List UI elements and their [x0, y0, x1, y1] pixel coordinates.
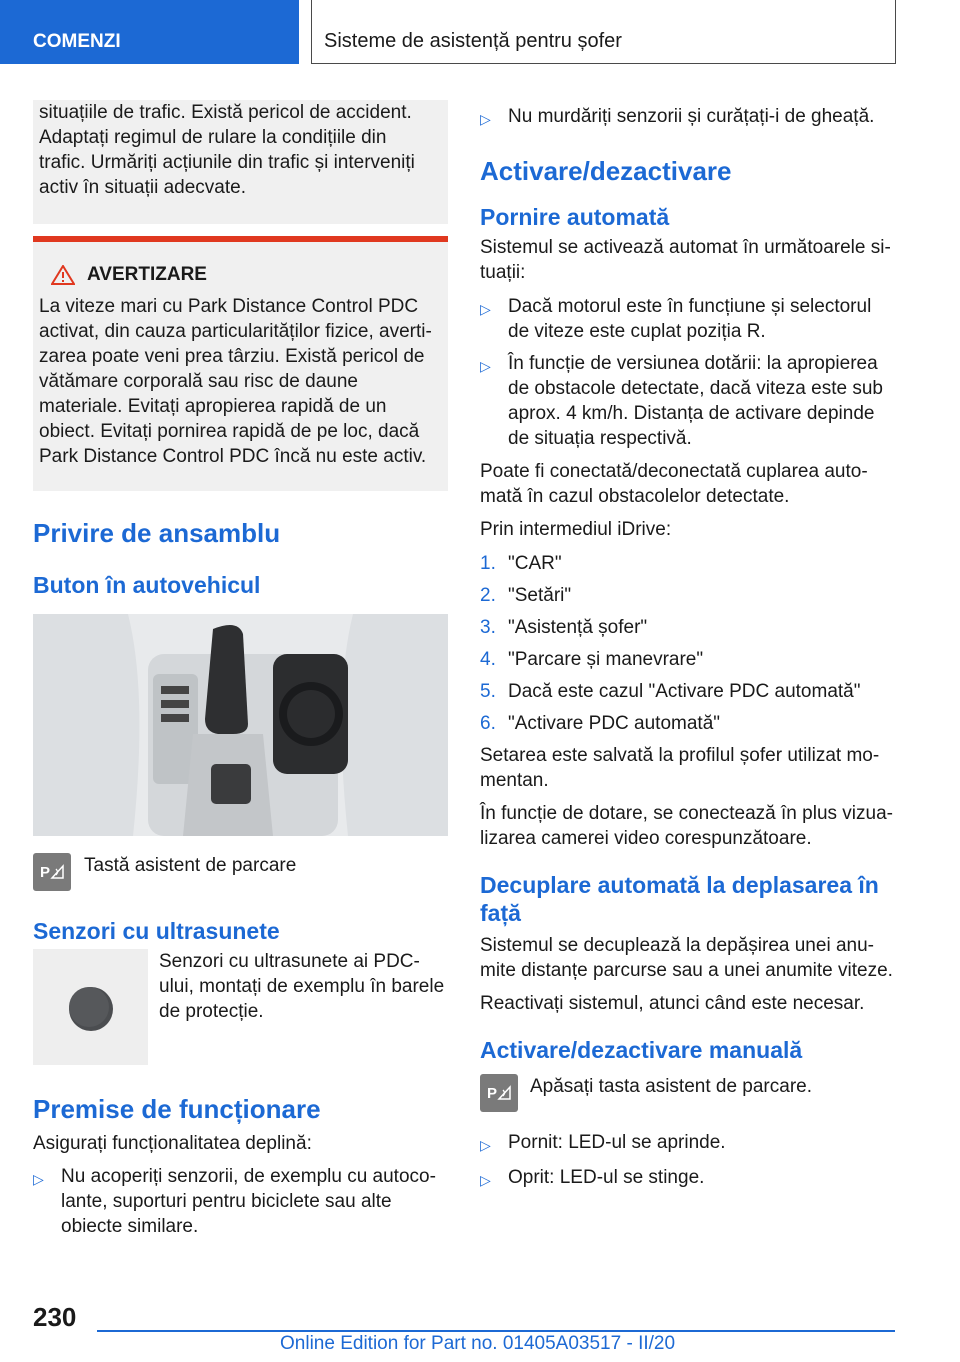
- step-number: 4.: [480, 649, 496, 670]
- step-text: "Parcare și manevrare": [508, 649, 704, 670]
- camera-text: În funcție de dotare, se conectează în plus vizua-lizarea camerei video corespunzătoare.: [480, 803, 893, 849]
- warning-text: La viteze mari cu Park Distance Control PDC activat, din cauza particularităților fizice, averti-zarea poate veni prea târziu. Există pericol de vătămare corporală sau risc de daune materiale. Evitați apropierea rapidă de un obiect. Evitați pornirea rapidă de pe loc, dacă Park Distance Control PDC încă nu este activ.: [39, 296, 432, 467]
- saved-text: Setarea este salvată la profilul șofer utilizat mo-mentan.: [480, 745, 880, 791]
- sensor-image: [33, 949, 148, 1065]
- sensor-clean-bullet: [480, 104, 895, 132]
- chapter-title: Sisteme de asistență pentru șofer: [324, 30, 622, 52]
- park-assist-icon: [33, 853, 71, 891]
- premise-bullet-text: Nu acoperiți senzorii, de exemplu cu autoco-lante, suporturi pentru biciclete sau alte obiecte similare.: [61, 1166, 436, 1237]
- premise-text: Asigurați funcționalitatea deplină:: [33, 1133, 312, 1154]
- step-6: [480, 711, 895, 736]
- reactivate-text: Reactivați sistemul, atunci când este necesar.: [480, 993, 865, 1014]
- manual-text: Apăsați tasta asistent de parcare.: [530, 1076, 812, 1097]
- intro-box: [33, 100, 448, 224]
- bullet-triangle-icon: ▷: [480, 1137, 491, 1153]
- gear-console-image: [33, 614, 448, 836]
- step-4: [480, 647, 895, 672]
- step-text: "Activare PDC automată": [508, 713, 721, 734]
- warning-header: [51, 264, 438, 286]
- sensor-icon: [63, 979, 119, 1035]
- step-3: [480, 615, 895, 640]
- bullet-triangle-icon: ▷: [480, 301, 491, 317]
- right-column: [480, 100, 895, 1193]
- connect-text: Poate fi conectată/deconectată cuplarea auto-mată în cazul obstacolelor detectate.: [480, 461, 868, 507]
- auto-bullet-2-text: În funcție de versiunea dotării: la apropierea de obstacole detectate, dacă viteza este sub aprox. 4 km/h. Distanța de activare depinde de situația respectivă.: [508, 353, 883, 449]
- step-text: "Setări": [508, 585, 572, 606]
- manual-bullet-on-text: Pornit: LED-ul se aprinde.: [508, 1132, 726, 1153]
- step-text: "CAR": [508, 553, 562, 574]
- overview-heading: Privire de ansamblu: [33, 518, 281, 548]
- bullet-triangle-icon: ▷: [480, 358, 491, 374]
- manual-bullet-on: [480, 1130, 895, 1158]
- warning-title: AVERTIZARE: [87, 264, 207, 285]
- decouple-heading: Decuplare automată la deplasarea în față: [480, 872, 879, 926]
- sensors-block: [33, 949, 448, 1065]
- step-5: [480, 679, 895, 704]
- auto-text: Sistemul se activează automat în următoarele si-tuații:: [480, 237, 891, 283]
- auto-heading: Pornire automată: [480, 204, 670, 230]
- step-text: "Asistență șofer": [508, 617, 648, 638]
- button-caption: Tastă asistent de parcare: [84, 855, 297, 876]
- manual-heading: Activare/dezactivare manuală: [480, 1037, 803, 1063]
- button-heading: Buton în autovehicul: [33, 572, 261, 598]
- warning-triangle-icon: [51, 265, 75, 285]
- page-number: 230: [33, 1302, 77, 1332]
- button-legend: [33, 853, 448, 893]
- step-number: 5.: [480, 681, 496, 702]
- auto-bullet-2: [480, 351, 895, 451]
- footer-rule: [97, 1330, 895, 1332]
- step-2: [480, 583, 895, 608]
- step-1: [480, 551, 895, 576]
- step-number: 3.: [480, 617, 496, 638]
- step-text: Dacă este cazul "Activare PDC automată": [508, 681, 861, 702]
- premise-bullet: [33, 1164, 448, 1239]
- sensors-heading: Senzori cu ultrasunete: [33, 918, 280, 944]
- auto-bullet-1: [480, 294, 895, 344]
- bullet-triangle-icon: ▷: [33, 1171, 44, 1187]
- left-column: [33, 100, 448, 1239]
- step-number: 2.: [480, 585, 496, 606]
- console-photo: [33, 614, 448, 836]
- svg-text:P: P: [40, 864, 51, 881]
- step-number: 1.: [480, 553, 496, 574]
- section-tab: [0, 0, 299, 64]
- premise-heading: Premise de funcționare: [33, 1094, 321, 1124]
- bullet-triangle-icon: ▷: [480, 1172, 491, 1188]
- warning-box: [33, 236, 448, 491]
- manual-block: [480, 1074, 895, 1118]
- auto-bullet-1-text: Dacă motorul este în funcțiune și selectorul de viteze este cuplat poziția R.: [508, 296, 872, 342]
- chapter-header: [311, 0, 896, 64]
- manual-bullet-off-text: Oprit: LED-ul se stinge.: [508, 1167, 705, 1188]
- steps-list: [480, 551, 895, 736]
- section-label: COMENZI: [33, 31, 121, 52]
- idrive-text: Prin intermediul iDrive:: [480, 519, 672, 540]
- sensors-text: Senzori cu ultrasunete ai PDC-ului, montați de exemplu în barele de protecție.: [159, 951, 445, 1022]
- step-number: 6.: [480, 713, 496, 734]
- edition-note: Online Edition for Part no. 01405A03517 - II/20: [280, 1333, 676, 1354]
- decouple-text: Sistemul se decuplează la depășirea unei anu-mite distanțe parcurse sau a unei anumite viteze.: [480, 935, 893, 981]
- activate-heading: Activare/dezactivare: [480, 156, 732, 186]
- svg-text:P: P: [487, 1085, 498, 1102]
- sensor-clean-text: Nu murdăriți senzorii și curățați-i de gheață.: [508, 106, 875, 127]
- park-assist-icon: [480, 1074, 518, 1112]
- intro-text: situațiile de trafic. Există pericol de accident. Adaptați regimul de rulare la condițiile din trafic. Urmăriți acțiunile din trafic și interveniți activ în situații adecvate.: [39, 102, 415, 198]
- manual-bullet-off: [480, 1165, 895, 1193]
- bullet-triangle-icon: ▷: [480, 111, 491, 127]
